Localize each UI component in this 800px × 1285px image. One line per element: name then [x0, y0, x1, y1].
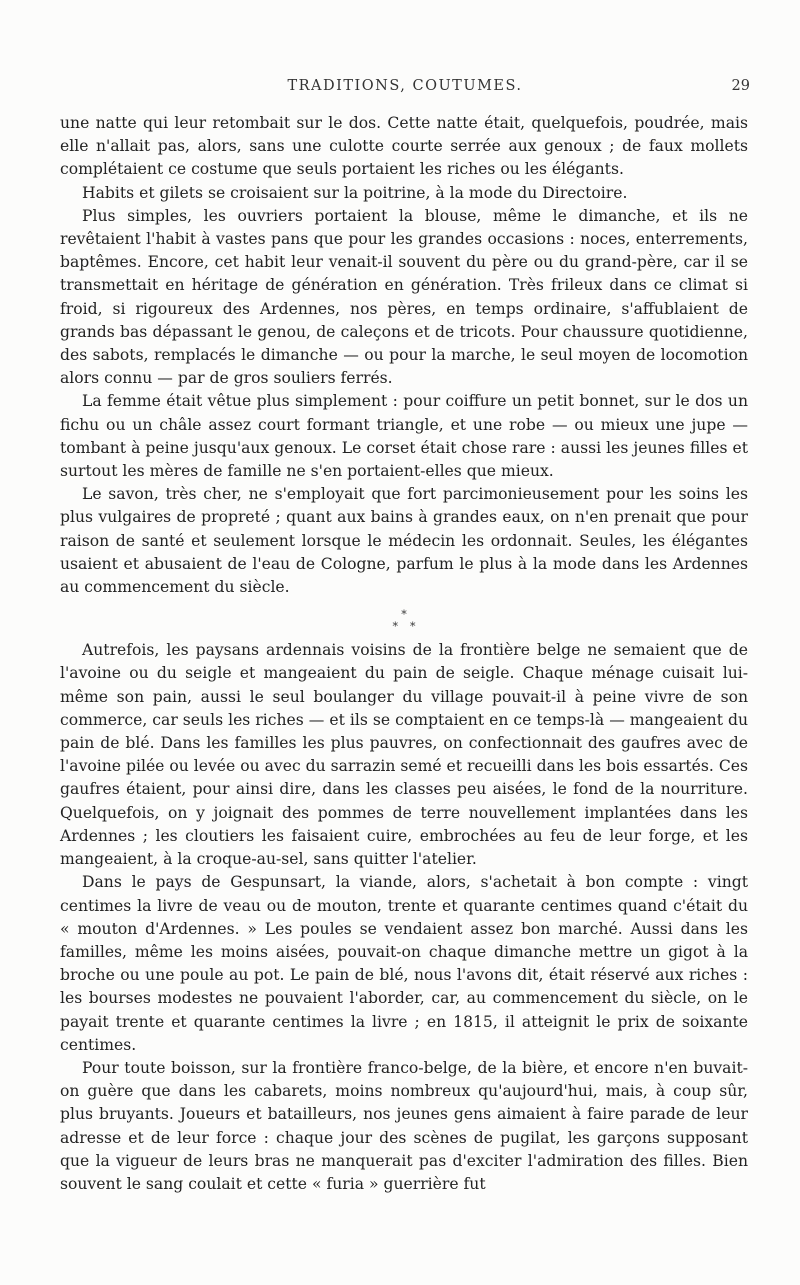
paragraph: Pour toute boisson, sur la frontière franco-belge, de la bière, et encore n'en buvait-on guère que dans les cabarets, moins nombreux qu'aujourd'hui, mais, à coup sûr, plus bruyants. Joueurs et batailleurs, nos jeunes gens aimaient à faire parade de leur adresse et de leur force : chaque jour des scènes de pugilat, les garçons supposant que la vigueur de leurs bras ne manquerait pas d'exciter l'admiration des filles. Bien souvent le sang coulait et cette « furia » guerrière fut	[60, 1058, 748, 1193]
section-separator	[60, 609, 748, 633]
paragraph: Autrefois, les paysans ardennais voisins de la frontière belge ne semaient que de l'avoine ou du seigle et mangeaient du pain de seigle. Chaque ménage cuisait lui-même son pain, aussi le seul boulanger du village pouvait-il à peine vivre de son commerce, car seuls les riches — et ils se comptaient en ce temps-là — mangeaient du pain de blé. Dans les familles les plus pauvres, on confectionnait des gaufres avec de l'avoine pilée ou levée ou avec du sarrazin semé et recueilli dans les bois essartés. Ces gaufres étaient, pour ainsi dire, dans les classes peu aisées, le fond de la nourriture. Quelquefois, on y joignait des pommes de terre nouvellement implantées dans les Ardennes ; les cloutiers les faisaient cuire, embrochées au feu de leur forge, et les mangeaient, à la croque-au-sel, sans quitter l'atelier.	[60, 641, 748, 869]
body-text	[60, 112, 748, 1196]
paragraph: La femme était vêtue plus simplement : pour coiffure un petit bonnet, sur le dos un fichu ou un châle assez court formant triangle, et une robe — ou mieux une jupe — tombant à peine jusqu'aux genoux. Le corset était chose rare : aussi les jeunes filles et surtout les mères de famille ne s'en portaient-elles que mieux.	[60, 392, 748, 481]
separator-star-top: *	[401, 608, 407, 622]
page-header	[60, 78, 750, 102]
paragraph: une natte qui leur retombait sur le dos. Cette natte était, quelquefois, poudrée, mais elle n'allait pas, alors, sans une culotte courte serrée aux genoux ; de faux mollets complétaient ce costume que seuls portaient les riches ou les élégants.	[60, 114, 748, 179]
running-title: TRADITIONS, COUTUMES.	[287, 78, 523, 94]
page-number: 29	[731, 78, 750, 94]
paragraph: Dans le pays de Gespunsart, la viande, alors, s'achetait à bon compte : vingt centimes la livre de veau ou de mouton, trente et quarante centimes quand c'était du « mouton d'Ardennes. » Les poules se vendaient assez bon marché. Aussi dans les familles, même les moins aisées, pouvait-on chaque dimanche mettre un gigot à la broche ou une poule au pot. Le pain de blé, nous l'avons dit, était réservé aux riches : les bourses modestes ne pouvaient l'aborder, car, au commencement du siècle, on le payait trente et quarante centimes la livre ; en 1815, il atteignit le prix de soixante centimes.	[60, 873, 748, 1054]
separator-star-left: *	[392, 620, 398, 634]
separator-star-right: *	[410, 620, 416, 634]
paragraph: Plus simples, les ouvriers portaient la blouse, même le dimanche, et ils ne revêtaient l'habit à vastes pans que pour les grandes occasions : noces, enterrements, baptêmes. Encore, cet habit leur venait-il souvent du père ou du grand-père, car il se transmettait en héritage de génération en génération. Très frileux dans ce climat si froid, si rigoureux des Ardennes, nos pères, en temps ordinaire, s'affublaient de grands bas dépassant le genou, de caleçons et de tricots. Pour chaussure quotidienne, des sabots, remplacés le dimanche — ou pour la marche, le seul moyen de locomotion alors connu — par de gros souliers ferrés.	[60, 206, 748, 388]
paragraph: Habits et gilets se croisaient sur la poitrine, à la mode du Directoire.	[82, 183, 628, 202]
paragraph: Le savon, très cher, ne s'employait que fort parcimonieusement pour les soins les plus vulgaires de propreté ; quant aux bains à grandes eaux, on n'en prenait que pour raison de santé et seulement lorsque le médecin les ordonnait. Seules, les élégantes usaient et abusaient de l'eau de Cologne, parfum le plus à la mode dans les Ardennes au commencement du siècle.	[60, 485, 748, 597]
